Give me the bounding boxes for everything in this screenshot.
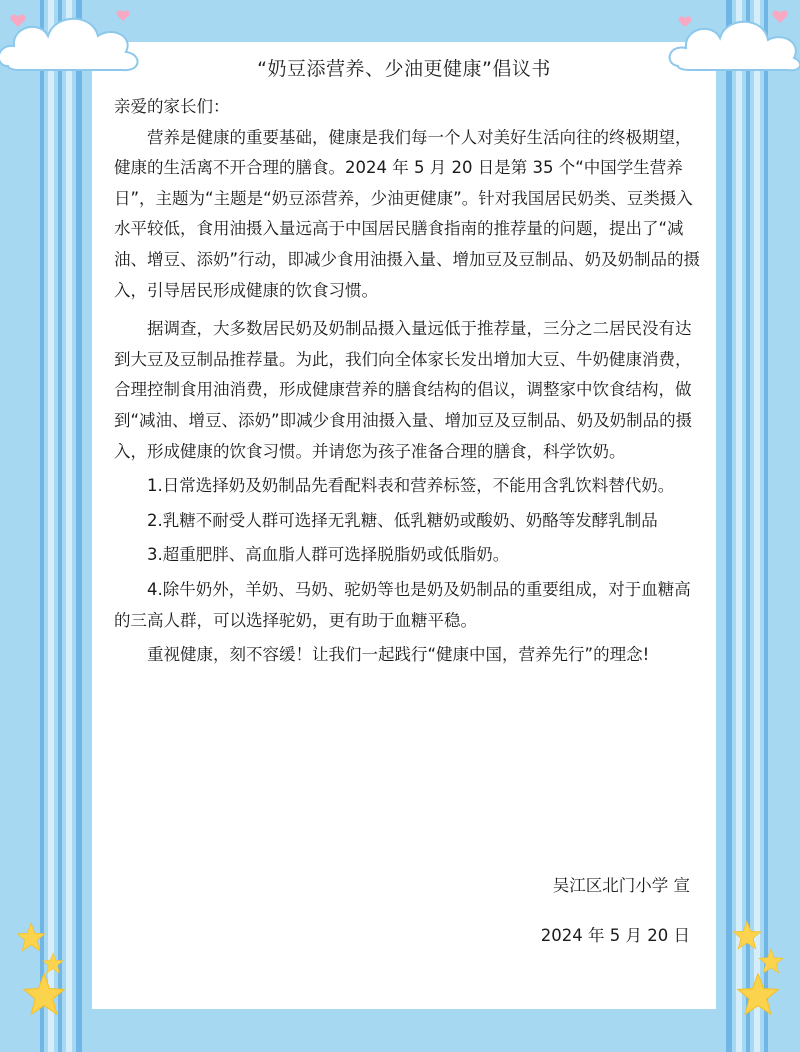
right-stripe	[736, 0, 742, 1052]
left-stripe	[40, 0, 44, 1052]
heart-icon	[678, 16, 692, 28]
star-icon	[736, 972, 780, 1016]
date: 2024 年 5 月 20 日	[540, 926, 690, 945]
star-icon	[42, 952, 64, 974]
star-icon	[22, 972, 66, 1016]
page-title: “奶豆添营养、少油更健康”倡议书	[257, 58, 551, 80]
right-stripe	[746, 0, 750, 1052]
closing-paragraph: 重视健康，刻不容缓！让我们一起践行“健康中国，营养先行”的理念!	[147, 645, 650, 665]
right-stripe	[726, 0, 732, 1052]
list-item: 3.超重肥胖、高血脂人群可选择脱脂奶或低脂奶。	[147, 545, 510, 565]
signature: 吴江区北门小学 宣	[552, 876, 690, 895]
list-item: 2.乳糖不耐受人群可选择无乳糖、低乳糖奶或酸奶、奶酪等发酵乳制品	[147, 510, 658, 530]
right-stripe	[764, 0, 768, 1052]
right-stripe	[754, 0, 760, 1052]
list-item: 4.除牛奶外，羊奶、马奶、驼奶等也是奶及奶制品的重要组成，对于血糖高的三高人群，可以选择驼奶，更有助于血糖平稳。	[114, 579, 691, 630]
left-stripe	[58, 0, 62, 1052]
left-stripe	[48, 0, 54, 1052]
star-icon	[16, 922, 46, 952]
list-item: 1.日常选择奶及奶制品先看配料表和营养标签，不能用含乳饮料替代奶。	[147, 476, 675, 496]
star-icon	[758, 948, 784, 974]
heart-icon	[116, 10, 130, 22]
greeting: 亲爱的家长们：	[114, 97, 230, 116]
paragraph: 据调查，大多数居民奶及奶制品摄入量远低于推荐量，三分之二居民没有达到大豆及豆制品推荐量。为此，我们向全体家长发出增加大豆、牛奶健康消费，合理控制食用油消费，形成健康营养的膳食结构的倡议，调整家中饮食结构，做到“减油、增豆、添奶”即减少食用油摄入量、增加豆及豆制品、奶及奶制品的摄入，形成健康的饮食习惯。并请您为孩子准备合理的膳食，科学饮奶。	[114, 319, 693, 461]
paragraph: 营养是健康的重要基础，健康是我们每一个人对美好生活向往的终极期望，健康的生活离不开合理的膳食。2024 年 5 月 20 日是第 35 个“中国学生营养日”，主题为“主题是“奶豆添营养，少油更健康”。针对我国居民奶类、豆类摄入水平较低，食用油摄入量远高于中国居民膳食指南的推荐量的问题，提出了“减油、增豆、添奶”行动，即减少食用油摄入量、增加豆及豆制品、奶及奶制品的摄入，引导居民形成健康的饮食习惯。	[114, 127, 701, 300]
left-stripe	[66, 0, 72, 1052]
letter-body	[114, 92, 706, 671]
heart-icon	[772, 10, 788, 24]
heart-icon	[10, 14, 26, 28]
left-stripe	[76, 0, 82, 1052]
star-icon	[732, 920, 762, 950]
